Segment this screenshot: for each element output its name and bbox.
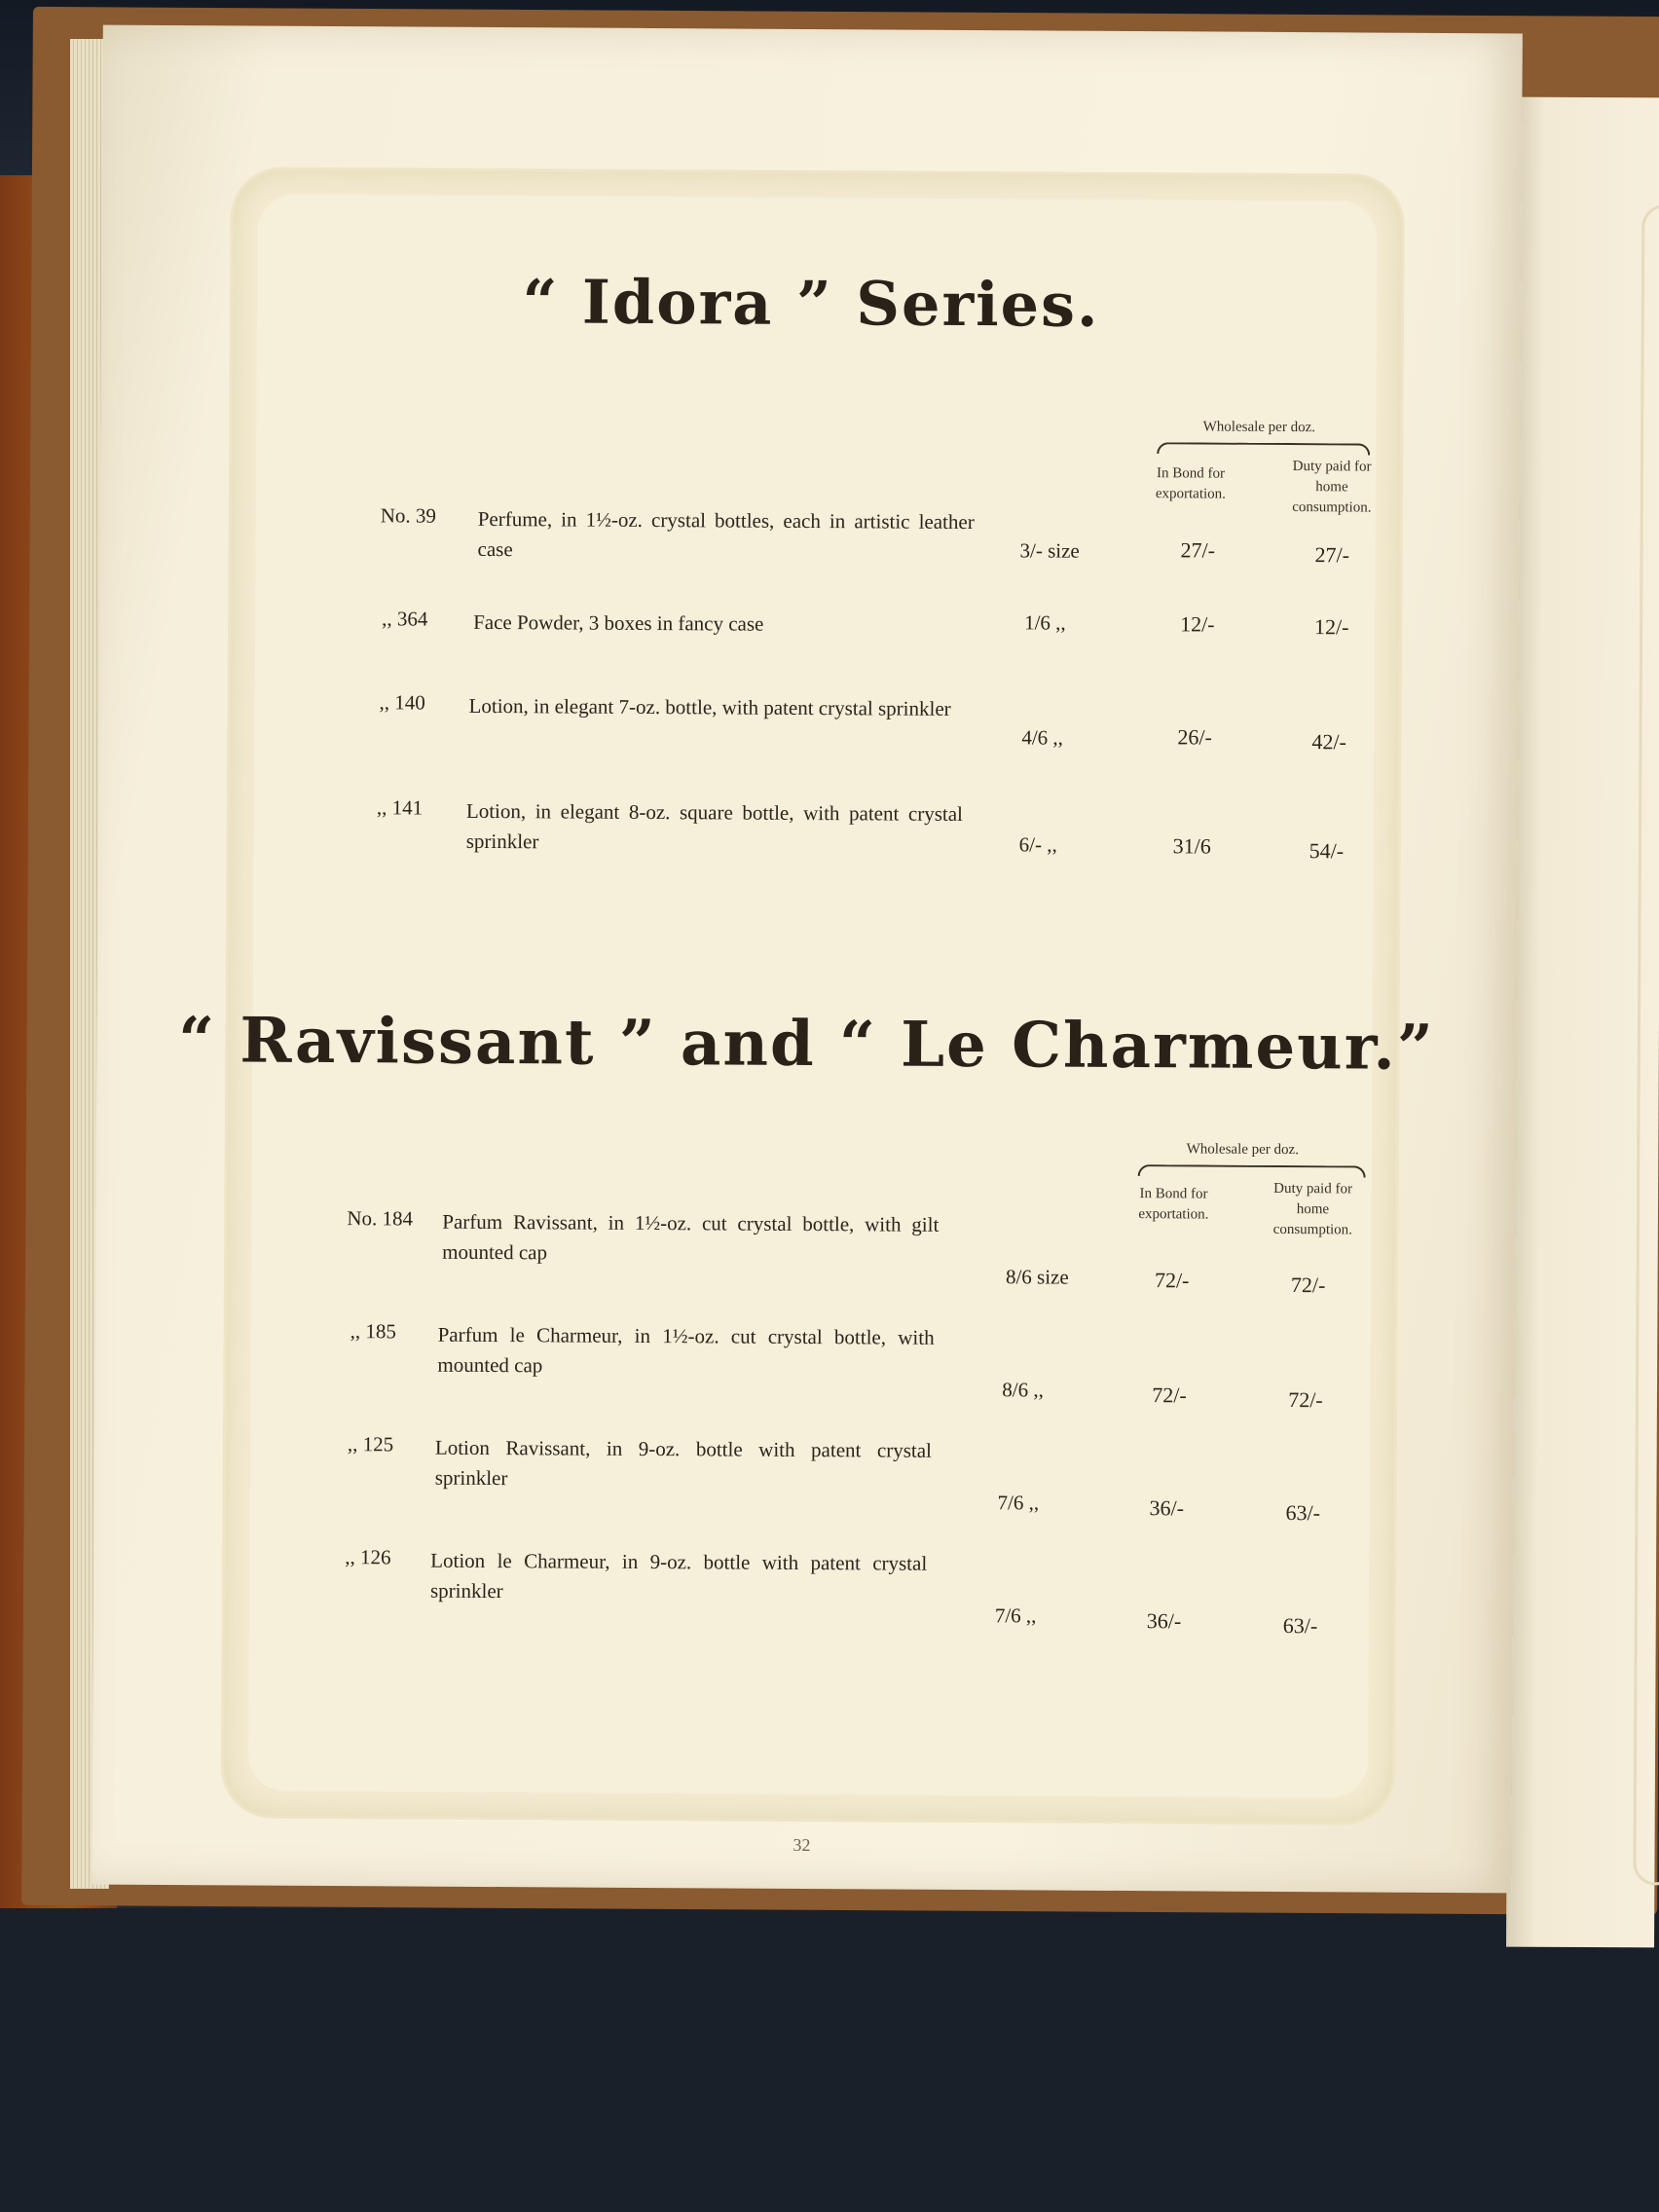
price-in-bond: 36/- (1149, 1495, 1185, 1521)
price-duty-paid: 72/- (1290, 1272, 1326, 1298)
in-bond-header: In Bond for exportation. (1138, 1186, 1209, 1223)
product-number: ,, 125 (347, 1432, 394, 1456)
product-number: ,, 140 (379, 690, 425, 715)
header-brace (1157, 442, 1370, 455)
price-in-bond: 26/- (1177, 724, 1212, 750)
product-number: ,, 126 (345, 1545, 391, 1569)
facing-page-panel (1633, 204, 1659, 1885)
price-in-bond: 27/- (1180, 537, 1216, 563)
product-size: 6/- ,, (1018, 832, 1057, 857)
price-duty-paid: 42/- (1311, 729, 1346, 755)
product-size: 7/6 ,, (994, 1604, 1037, 1628)
product-size: 4/6 ,, (1021, 725, 1064, 750)
product-number: ,, 185 (350, 1319, 396, 1344)
price-in-bond: 31/6 (1172, 833, 1211, 859)
price-duty-paid: 63/- (1285, 1500, 1321, 1526)
product-size: 7/6 ,, (997, 1491, 1040, 1515)
product-description: Lotion le Charmeur, in 9-oz. bottle with patent crystal sprinkler (429, 1548, 928, 1604)
product-size: 1/6 ,, (1024, 610, 1066, 635)
header-brace (1138, 1164, 1366, 1177)
price-duty-paid: 63/- (1282, 1612, 1318, 1639)
catalogue-page (92, 25, 1523, 1894)
in-bond-header: In Bond for exportation. (1155, 465, 1227, 502)
wholesale-header: Wholesale per doz. (1202, 419, 1316, 436)
page-number: 32 (793, 1834, 811, 1856)
price-in-bond: 12/- (1180, 611, 1215, 637)
product-description: Parfum le Charmeur, in 1½-oz. cut crystal bottle, with mounted cap (437, 1322, 935, 1378)
product-size: 8/6 ,, (1002, 1378, 1044, 1402)
facing-page (1506, 97, 1659, 1948)
background-cloth (0, 1908, 1659, 2212)
product-description: Lotion Ravissant, in 9-oz. bottle with patent crystal sprinkler (434, 1435, 932, 1491)
product-description: Lotion, in elegant 8-oz. square bottle, with patent crystal sprinkler (465, 798, 963, 854)
section-title-idora: “ Idora ” Series. (522, 266, 1100, 341)
duty-paid-header: Duty paid for home consumption. (1292, 459, 1372, 516)
product-description: Perfume, in 1½-oz. crystal bottles, each in artistic leather case (477, 506, 975, 562)
product-description: Lotion, in elegant 7-oz. bottle, with patent crystal sprinkler (468, 693, 951, 720)
product-number: No. 184 (347, 1206, 414, 1231)
price-duty-paid: 27/- (1314, 542, 1350, 568)
price-duty-paid: 72/- (1288, 1387, 1323, 1413)
price-duty-paid: 12/- (1314, 614, 1349, 640)
duty-paid-header: Duty paid for home consumption. (1272, 1180, 1353, 1238)
product-size: 8/6 size (1005, 1265, 1069, 1289)
price-in-bond: 36/- (1146, 1608, 1182, 1634)
product-number: ,, 364 (382, 607, 428, 631)
product-description: Parfum Ravissant, in 1½-oz. cut crystal bottle, with gilt mounted cap (442, 1209, 940, 1265)
product-size: 3/- size (1019, 538, 1080, 563)
price-duty-paid: 54/- (1309, 838, 1345, 864)
product-number: ,, 141 (376, 795, 424, 820)
price-in-bond: 72/- (1154, 1268, 1190, 1293)
section-title-ravissant: “ Ravissant ” and “ Le Charmeur.” (178, 1004, 1435, 1085)
price-in-bond: 72/- (1152, 1382, 1187, 1408)
product-number: No. 39 (380, 503, 437, 528)
wholesale-header: Wholesale per doz. (1186, 1141, 1300, 1159)
product-description: Face Powder, 3 boxes in fancy case (473, 609, 764, 636)
